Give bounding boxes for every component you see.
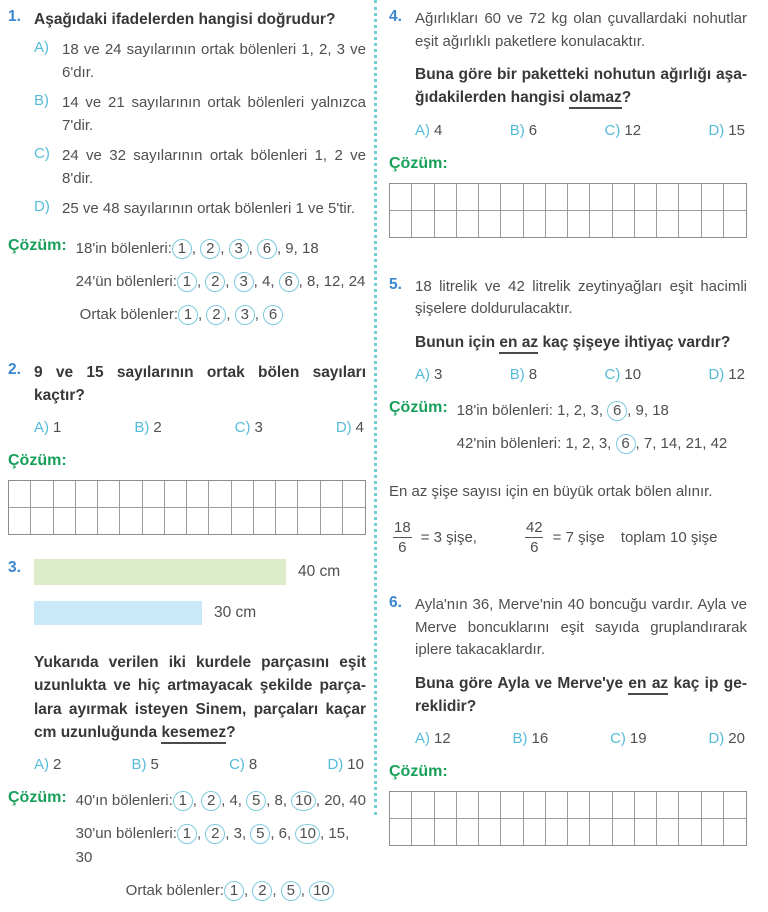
number: 3 [590, 401, 599, 419]
grid-cell [120, 481, 142, 507]
question-3-number: 3. [8, 559, 21, 576]
grid-cell [390, 818, 412, 845]
circled-number: 10 [295, 824, 320, 844]
option-value: 5 [150, 756, 159, 773]
fraction-denominator: 6 [393, 537, 411, 556]
grid-cell [435, 792, 457, 818]
option-letter: A) [415, 121, 430, 139]
fraction-numerator: 18 [394, 518, 411, 536]
option-letter: C) [234, 419, 251, 436]
grid-cell [321, 481, 343, 507]
option-c [605, 122, 642, 139]
option-letter: D) [335, 419, 352, 436]
number: 20 [324, 792, 341, 809]
grid-cell [635, 818, 657, 845]
grid-cell [298, 481, 320, 507]
fraction-denominator: 6 [525, 537, 543, 556]
right-column [379, 0, 751, 815]
answer-grid [389, 183, 747, 238]
option-letter: B) [34, 92, 49, 110]
question-6-stem: Buna göre Ayla ve Merve'ye en az kaç ip gereklidir? [415, 674, 747, 715]
grid-cell [501, 184, 523, 210]
question-5-number: 5. [389, 275, 402, 293]
grid-cell [702, 184, 724, 210]
solution-5 [389, 399, 747, 466]
grid-cell [209, 481, 231, 507]
column-divider [374, 0, 377, 815]
question-3 [8, 559, 366, 912]
grid-cell [412, 818, 434, 845]
grid-cell [165, 481, 187, 507]
option-letter: B) [509, 365, 525, 383]
grid-cell [165, 507, 187, 534]
grid-cell [590, 792, 612, 818]
left-column [0, 0, 372, 899]
grid-cell [546, 210, 568, 237]
solution-5-note: En az şişe sayısı için en büyük ortak bölen alınır. [389, 483, 713, 501]
number: 3 [598, 435, 608, 452]
green-ribbon-length: 40 cm [298, 563, 341, 580]
option-text: 14 ve 21 sayılarının ortak bölenleri yalnızca 7'dir. [62, 94, 366, 134]
grid-cell [657, 818, 679, 845]
grid-cell [679, 818, 701, 845]
grid-cell [321, 507, 343, 534]
circled-number: 5 [250, 824, 270, 844]
number: 12 [323, 273, 341, 290]
divisor-line: 18'in bölenleri: 1 , 2 , 3 , 6 , 9, 18 [75, 239, 319, 257]
grid-cell [724, 210, 746, 237]
underlined-word: olamaz [569, 89, 622, 109]
grid-cell [390, 792, 412, 818]
grid-cell [524, 210, 546, 237]
grid-cell [76, 507, 98, 534]
circled-number: 6 [279, 272, 299, 292]
option-letter: D) [34, 198, 50, 216]
option-a [415, 122, 442, 139]
circled-number: 3 [235, 305, 255, 325]
fraction-numerator: 42 [525, 518, 543, 536]
blue-ribbon-length: 30 cm [214, 604, 257, 621]
grid-cell [390, 184, 412, 210]
grid-cell [724, 818, 746, 845]
question-3-stem: Yukarıda verilen iki kurdele parçasını eşit uzunlukta ve hiç artmayacak şekilde parçalara ayırmak isteyen Sinem, parçaları kaçar cm uzunluğunda kesemez? [34, 651, 366, 744]
blue-ribbon [34, 601, 202, 625]
question-4-intro: Ağırlıkları 60 ve 72 kg olan çuvallardaki nohutlar eşit ağırlıklı paketlere konulacaktır. [415, 10, 747, 50]
option-letter: D) [708, 121, 725, 139]
number: 1 [565, 435, 574, 452]
solution-label: Çözüm: [389, 398, 448, 416]
circled-number: 6 [257, 239, 277, 259]
option-letter: C) [34, 145, 50, 163]
solution-1 [8, 237, 366, 337]
grid-cell [120, 507, 142, 534]
grid-cell [657, 184, 679, 210]
question-5-options [415, 366, 745, 383]
grid-cell [568, 792, 590, 818]
option-c [34, 145, 366, 190]
grid-cell [635, 184, 657, 210]
circled-number: 2 [206, 305, 226, 325]
option-value: 3 [254, 419, 263, 436]
option-value: 19 [629, 730, 647, 748]
question-2 [8, 361, 366, 536]
fraction [521, 519, 548, 557]
option-letter: D) [708, 730, 725, 748]
option-b [510, 366, 537, 383]
grid-cell [31, 507, 53, 534]
number: 30 [75, 848, 93, 866]
grid-cell [76, 481, 98, 507]
option-d [336, 419, 364, 436]
question-1-stem: Aşağıdaki ifadelerden hangisi doğrudur? [34, 11, 336, 28]
number: 4 [261, 273, 271, 290]
option-letter: C) [604, 121, 621, 139]
option-letter: D) [327, 756, 344, 773]
circled-number: 1 [172, 239, 192, 259]
option-value: 3 [434, 365, 443, 383]
question-4-stem: Buna göre bir paketteki nohutun ağırlığı aşağıdakilerden hangisi olamaz? [415, 63, 747, 110]
total-bottles: toplam 10 şişe [620, 529, 718, 546]
option-value: 12 [728, 365, 745, 383]
solution-2 [8, 452, 366, 470]
option-letter: A) [415, 365, 430, 383]
grid-cell [524, 792, 546, 818]
option-d [708, 730, 745, 747]
number: 24 [348, 273, 366, 290]
question-5 [389, 276, 747, 557]
option-letter: A) [34, 39, 49, 57]
grid-cell [254, 481, 276, 507]
number: 21 [685, 435, 703, 452]
number: 2 [573, 401, 583, 419]
question-4-options [415, 122, 745, 139]
grid-cell [276, 481, 298, 507]
grid-cell [457, 818, 479, 845]
number: 18 [652, 401, 669, 419]
grid-cell [390, 210, 412, 237]
grid-cell [679, 210, 701, 237]
common-divisors-line: Ortak bölenler: 1 , 2 , 5 , 10 [126, 879, 366, 902]
underlined-word: kesemez [161, 724, 226, 744]
grid-cell [9, 507, 31, 534]
option-text: 18 ve 24 sayılarının ortak bölenleri 1, 2, 3 ve 6'dır. [62, 41, 366, 81]
circled-number: 1 [224, 881, 244, 901]
grid-cell [724, 792, 746, 818]
option-b [34, 92, 366, 137]
grid-cell [479, 184, 501, 210]
option-text: 24 ve 32 sayılarının ortak bölenleri 1, 2 ve 8'dir. [62, 147, 366, 187]
number: 7 [643, 435, 653, 452]
circled-number: 6 [616, 434, 636, 454]
grid-cell [31, 481, 53, 507]
grid-cell [457, 184, 479, 210]
number: 9 [285, 239, 294, 257]
option-letter: D) [708, 365, 725, 383]
circled-number: 6 [263, 305, 283, 325]
underlined-word: en az [628, 675, 668, 695]
grid-cell [568, 184, 590, 210]
grid-cell [232, 481, 254, 507]
circled-number: 3 [229, 239, 249, 259]
number: 18 [301, 239, 319, 257]
grid-cell [613, 210, 635, 237]
grid-cell [435, 818, 457, 845]
grid-cell [635, 210, 657, 237]
grid-cell [657, 210, 679, 237]
fraction-result: = 7 şişe [552, 529, 605, 546]
grid-cell [435, 210, 457, 237]
number: 9 [635, 401, 644, 419]
option-d [708, 366, 745, 383]
fraction [389, 519, 416, 557]
option-text: 25 ve 48 sayılarının ortak bölenleri 1 ve 5'tir. [62, 200, 356, 218]
option-c [610, 730, 647, 747]
grid-cell [54, 507, 76, 534]
option-c [235, 419, 263, 436]
grid-cell [568, 210, 590, 237]
grid-cell [501, 210, 523, 237]
question-1 [8, 8, 366, 337]
grid-cell [143, 481, 165, 507]
divisor-line: 18'in bölenleri: 1, 2, 3, 6 , 9, 18 [456, 401, 669, 419]
grid-cell [254, 507, 276, 534]
grid-cell [679, 792, 701, 818]
option-value: 1 [53, 419, 62, 436]
grid-cell [501, 818, 523, 845]
question-2-number: 2. [8, 360, 21, 378]
option-b [510, 122, 537, 139]
option-value: 8 [528, 365, 538, 383]
grid-cell [457, 792, 479, 818]
option-value: 8 [248, 756, 258, 773]
number: 40 [349, 792, 366, 809]
question-6-options [415, 730, 745, 747]
grid-cell [590, 210, 612, 237]
option-value: 10 [347, 756, 364, 773]
grid-cell [435, 184, 457, 210]
option-value: 15 [728, 121, 745, 139]
grid-cell [613, 792, 635, 818]
grid-cell [479, 210, 501, 237]
number: 6 [278, 825, 287, 843]
circled-number: 5 [281, 881, 301, 901]
divisor-line: 40'ın bölenleri: 1 , 2 , 4, 5 , 8, 10 , 20, 40 [75, 792, 366, 809]
option-value: 2 [53, 756, 62, 773]
question-6-number: 6. [389, 594, 402, 612]
option-letter: B) [512, 730, 528, 748]
grid-cell [702, 210, 724, 237]
grid-cell [209, 507, 231, 534]
grid-cell [98, 481, 120, 507]
solution-5-fractions [389, 519, 747, 557]
grid-cell [590, 184, 612, 210]
question-5-stem: Bunun için en az kaç şişeye ihtiyaç vardır? [415, 331, 747, 354]
option-value: 16 [531, 730, 549, 748]
circled-number: 2 [201, 791, 221, 811]
grid-cell [343, 481, 365, 507]
option-b [513, 730, 549, 747]
divisor-line: 24'ün bölenleri: 1 , 2 , 3 , 4, 6 , 8, 12, 24 [75, 273, 366, 290]
question-3-options [34, 756, 364, 773]
number: 8 [307, 273, 316, 290]
number: 15 [328, 825, 346, 843]
circled-number: 1 [177, 824, 197, 844]
grid-cell [343, 507, 365, 534]
grid-cell [457, 210, 479, 237]
grid-cell [187, 507, 209, 534]
option-b [132, 756, 159, 773]
number: 14 [660, 435, 678, 452]
grid-cell [412, 184, 434, 210]
option-value: 12 [434, 730, 451, 748]
grid-cell [412, 792, 434, 818]
solution-3 [8, 789, 366, 912]
grid-cell [546, 818, 568, 845]
circled-number: 10 [309, 881, 334, 901]
option-letter: B) [131, 756, 147, 773]
solution-label: Çözüm: [389, 763, 448, 781]
grid-cell [568, 818, 590, 845]
grid-cell [635, 792, 657, 818]
option-d [327, 756, 364, 773]
divisor-line: 30'un bölenleri: 1 , 2 , 3, 5 , 6, 10 , 15, 30 [75, 825, 350, 866]
solution-6 [389, 763, 747, 781]
number: 2 [582, 435, 591, 452]
grid-cell [613, 184, 635, 210]
question-4 [389, 8, 747, 238]
grid-cell [187, 481, 209, 507]
option-c [229, 756, 257, 773]
circled-number: 1 [178, 305, 198, 325]
grid-cell [702, 792, 724, 818]
circled-number: 2 [205, 272, 225, 292]
grid-cell [590, 818, 612, 845]
solution-label: Çözüm: [8, 236, 67, 254]
grid-cell [546, 792, 568, 818]
circled-number: 2 [205, 824, 225, 844]
option-c [605, 366, 642, 383]
option-b [134, 419, 161, 436]
question-6-intro: Ayla'nın 36, Merve'nin 40 boncuğu vardır. Ayla ve Merve boncuklarını eşit sayıda gruplandırarak iplere takacaklardır. [415, 596, 747, 659]
option-value: 12 [624, 121, 642, 139]
grid-cell [98, 507, 120, 534]
grid-cell [702, 818, 724, 845]
option-a [415, 366, 442, 383]
grid-cell [412, 210, 434, 237]
question-4-number: 4. [389, 8, 402, 25]
option-d [708, 122, 745, 139]
circled-number: 5 [246, 791, 266, 811]
solution-4 [389, 155, 747, 173]
option-letter: B) [134, 419, 150, 436]
answer-grid [8, 480, 366, 535]
option-a [415, 730, 451, 747]
solution-label: Çözüm: [389, 154, 448, 172]
question-2-stem: 9 ve 15 sayılarının ortak bölen sayıları kaçtır? [34, 363, 366, 404]
option-letter: A) [34, 756, 49, 773]
option-letter: C) [229, 756, 245, 773]
option-letter: A) [34, 419, 49, 436]
grid-cell [479, 792, 501, 818]
option-a [34, 419, 61, 436]
grid-cell [298, 507, 320, 534]
fraction-result: = 3 şişe, [420, 529, 477, 546]
option-letter: B) [509, 121, 525, 139]
ribbon-row-green [34, 559, 366, 585]
option-value: 4 [355, 419, 364, 436]
option-d [34, 198, 366, 221]
green-ribbon [34, 559, 286, 585]
number: 1 [557, 401, 566, 419]
question-1-options [8, 39, 366, 221]
option-value: 10 [624, 365, 642, 383]
number: 42 [710, 435, 728, 452]
solution-label: Çözüm: [8, 789, 67, 806]
circled-number: 10 [291, 791, 316, 811]
underlined-word: en az [499, 334, 538, 354]
option-a [34, 756, 61, 773]
option-letter: C) [604, 365, 621, 383]
grid-cell [9, 481, 31, 507]
option-value: 6 [528, 121, 538, 139]
option-letter: C) [610, 730, 626, 748]
circled-number: 1 [173, 791, 193, 811]
grid-cell [546, 184, 568, 210]
question-5-intro: 18 litrelik ve 42 litrelik zeytinyağları eşit hacimli şişelere doldurulacaktır. [415, 277, 747, 317]
question-1-number: 1. [8, 8, 21, 25]
question-2-options [34, 419, 364, 436]
grid-cell [524, 184, 546, 210]
circled-number: 1 [177, 272, 197, 292]
circled-number: 6 [607, 401, 627, 421]
option-value: 2 [153, 419, 162, 436]
divisor-line: 42'nin bölenleri: 1, 2, 3, 6 , 7, 14, 21, 42 [456, 435, 728, 452]
question-6 [389, 594, 747, 846]
option-a [34, 39, 366, 84]
grid-cell [613, 818, 635, 845]
circled-number: 2 [252, 881, 272, 901]
grid-cell [501, 792, 523, 818]
grid-cell [724, 184, 746, 210]
grid-cell [232, 507, 254, 534]
grid-cell [276, 507, 298, 534]
common-divisors-line: Ortak bölenler: 1 , 2 , 3 , 6 [80, 303, 366, 326]
circled-number: 2 [200, 239, 220, 259]
grid-cell [54, 481, 76, 507]
number: 8 [274, 792, 283, 809]
solution-label: Çözüm: [8, 452, 67, 469]
option-letter: A) [415, 730, 430, 748]
grid-cell [143, 507, 165, 534]
ribbon-row-blue [34, 601, 366, 625]
answer-grid [389, 791, 747, 846]
option-value: 4 [434, 121, 443, 139]
grid-cell [657, 792, 679, 818]
grid-cell [479, 818, 501, 845]
grid-cell [524, 818, 546, 845]
number: 3 [233, 825, 242, 843]
grid-cell [679, 184, 701, 210]
option-value: 20 [728, 730, 745, 748]
circled-number: 3 [234, 272, 254, 292]
number: 4 [229, 792, 238, 809]
